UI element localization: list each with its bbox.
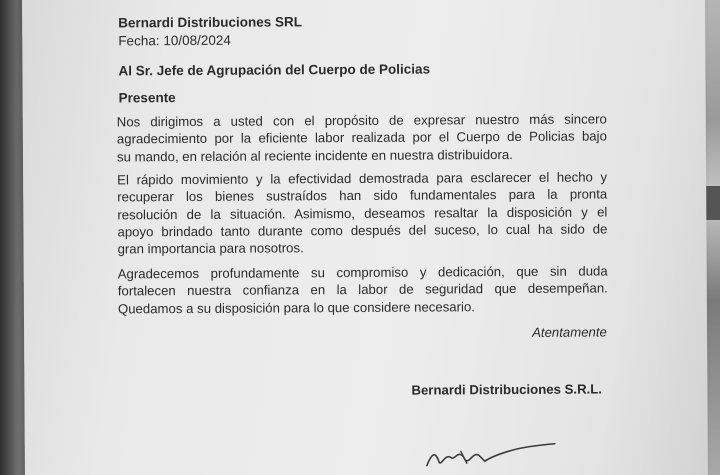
signature-icon — [421, 439, 571, 470]
paragraph-3 — [118, 262, 608, 317]
paragraph-1 — [117, 110, 607, 165]
paragraph-2 — [117, 168, 608, 257]
letter-date: Fecha: 10/08/2024 — [118, 32, 231, 49]
company-name: Bernardi Distribuciones SRL — [118, 14, 303, 31]
greeting: Presente — [118, 90, 176, 106]
recipient-line: Al Sr. Jefe de Agrupación del Cuerpo de Policias — [118, 61, 431, 79]
paragraph-line: Nos dirigimos a usted con el propósito de expresar nuestro más sincero — [116, 111, 607, 130]
paragraph-line: resolución de la situación. Asimismo, deseamos resaltar la disposición y el — [117, 204, 608, 223]
paragraph-line: recuperar los bienes sustraídos han sido fundamentales para la pronta — [117, 186, 608, 205]
paragraph-line: gran importancia para nosotros. — [117, 240, 304, 257]
paragraph-line: su mando, en relación al reciente incidente en nuestra distribuidora. — [116, 146, 513, 165]
closing-salutation: Atentamente — [532, 324, 607, 340]
signer-name: Bernardi Distribuciones S.R.L. — [411, 381, 603, 398]
paragraph-line: Agradecemos profundamente su compromiso y dedicación, que sin duda — [117, 263, 608, 282]
paragraph-line: agradecimiento por la eficiente labor realizada por el Cuerpo de Policias bajo — [116, 128, 607, 147]
paragraph-line: apoyo brindado tanto durante como después del suceso, lo cual ha sido de — [117, 221, 608, 240]
paragraph-line: Quedamos a su disposición para lo que considere necesario. — [117, 298, 475, 317]
paragraph-line: fortalecen nuestra confianza en la labor de seguridad que desempeñan. — [117, 280, 608, 299]
letter-paper — [22, 0, 708, 475]
paragraph-line: El rápido movimiento y la efectividad demostrada para esclarecer el hecho y — [117, 169, 608, 188]
